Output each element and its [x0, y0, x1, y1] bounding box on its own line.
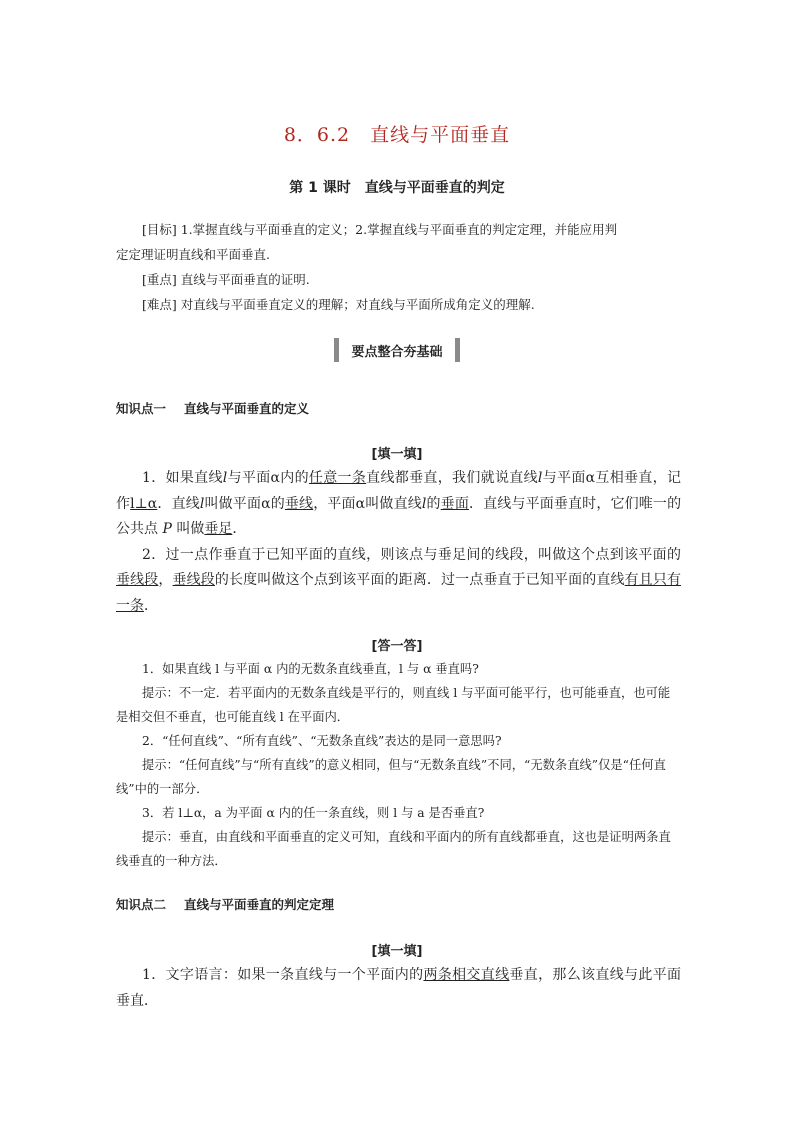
- answer-underline: 两条相交直线: [423, 967, 510, 983]
- kp2-fill-heading: [填一填]: [371, 944, 423, 959]
- answer-underline: 垂线段: [172, 572, 215, 588]
- section-banner: [0, 338, 794, 362]
- answer-underline: 任意一条: [308, 470, 367, 486]
- kp1-heading: [116, 399, 309, 417]
- kp1-label: 知识点一: [116, 401, 167, 416]
- kp1-qa-content: [116, 657, 681, 873]
- kp2-label: 知识点二: [116, 897, 167, 912]
- goal-text: [目标] 1.掌握直线与平面垂直的定义；2.掌握直线与平面垂直的判定定理，并能应用判: [142, 222, 618, 237]
- answer-underline: 垂足: [204, 521, 233, 537]
- banner-right-bar: [455, 338, 460, 362]
- kp2-fill-content: [116, 963, 681, 1014]
- kp1-fill-heading: [填一填]: [371, 447, 423, 462]
- kp2-heading: [116, 895, 334, 913]
- kp1-paragraph-1: 1．如果直线l与平面α内的任意一条直线都垂直，我们就说直线l与平面α互相垂直，记作l⊥α．直线l叫做平面α的垂线，平面α叫做直线l的垂面．直线与平面垂直时，它们唯一的公共点 P 叫做垂足．: [116, 470, 682, 537]
- banner-text: 要点整合夯基础: [351, 344, 443, 360]
- answer-underline: l⊥α: [130, 495, 158, 512]
- banner-left-bar: [334, 338, 339, 362]
- answer-2: 提示：“任何直线”与“所有直线”的意义相同，但与“无数条直线”不同，“无数条直线”仅是“任何直线”中的一部分．: [116, 758, 666, 796]
- kp2-paragraph-1: 1．文字语言：如果一条直线与一个平面内的两条相交直线垂直，那么该直线与此平面垂直．: [116, 967, 682, 1009]
- kp1-title: 直线与平面垂直的定义: [184, 401, 310, 416]
- kp1-fill-content: [116, 466, 681, 619]
- answer-1: 提示：不一定．若平面内的无数条直线是平行的，则直线 l 与平面可能平行，也可能垂直，也可能是相交但不垂直，也可能直线 l 在平面内．: [116, 686, 671, 724]
- difficulty-text: [难点] 对直线与平面垂直定义的理解；对直线与平面所成角定义的理解.: [142, 297, 535, 312]
- key-point-text: [重点] 直线与平面垂直的证明.: [142, 272, 310, 287]
- question-1: 1．如果直线 l 与平面 α 内的无数条直线垂直，l 与 α 垂直吗?: [142, 662, 479, 676]
- goals-section: [116, 217, 680, 317]
- goal-text-cont: 定定理证明直线和平面垂直.: [116, 247, 270, 262]
- kp1-paragraph-2: 2．过一点作垂直于已知平面的直线，则该点与垂足间的线段，叫做这个点到该平面的垂线段，垂线段的长度叫做这个点到该平面的距离．过一点垂直于已知平面的直线有且只有一条．: [116, 546, 682, 614]
- page-title: 8．6.2 直线与平面垂直: [283, 124, 511, 146]
- answer-underline: 有且只有一条: [116, 572, 682, 614]
- lesson-subtitle: 第 1 课时 直线与平面垂直的判定: [289, 180, 505, 196]
- answer-underline: 垂面: [440, 495, 469, 512]
- answer-underline: 垂线段: [116, 572, 159, 588]
- answer-3: 提示：垂直，由直线和平面垂直的定义可知，直线和平面内的所有直线都垂直，这也是证明两条直线垂直的一种方法．: [116, 830, 671, 868]
- kp2-title: 直线与平面垂直的判定定理: [184, 897, 335, 912]
- question-2: 2．“任何直线”、“所有直线”、“无数条直线”表达的是同一意思吗?: [142, 734, 502, 748]
- answer-underline: 垂线: [284, 495, 314, 512]
- kp1-qa-heading: [答一答]: [371, 639, 423, 654]
- question-3: 3．若 l⊥α，a 为平面 α 内的任一条直线，则 l 与 a 是否垂直?: [142, 806, 485, 820]
